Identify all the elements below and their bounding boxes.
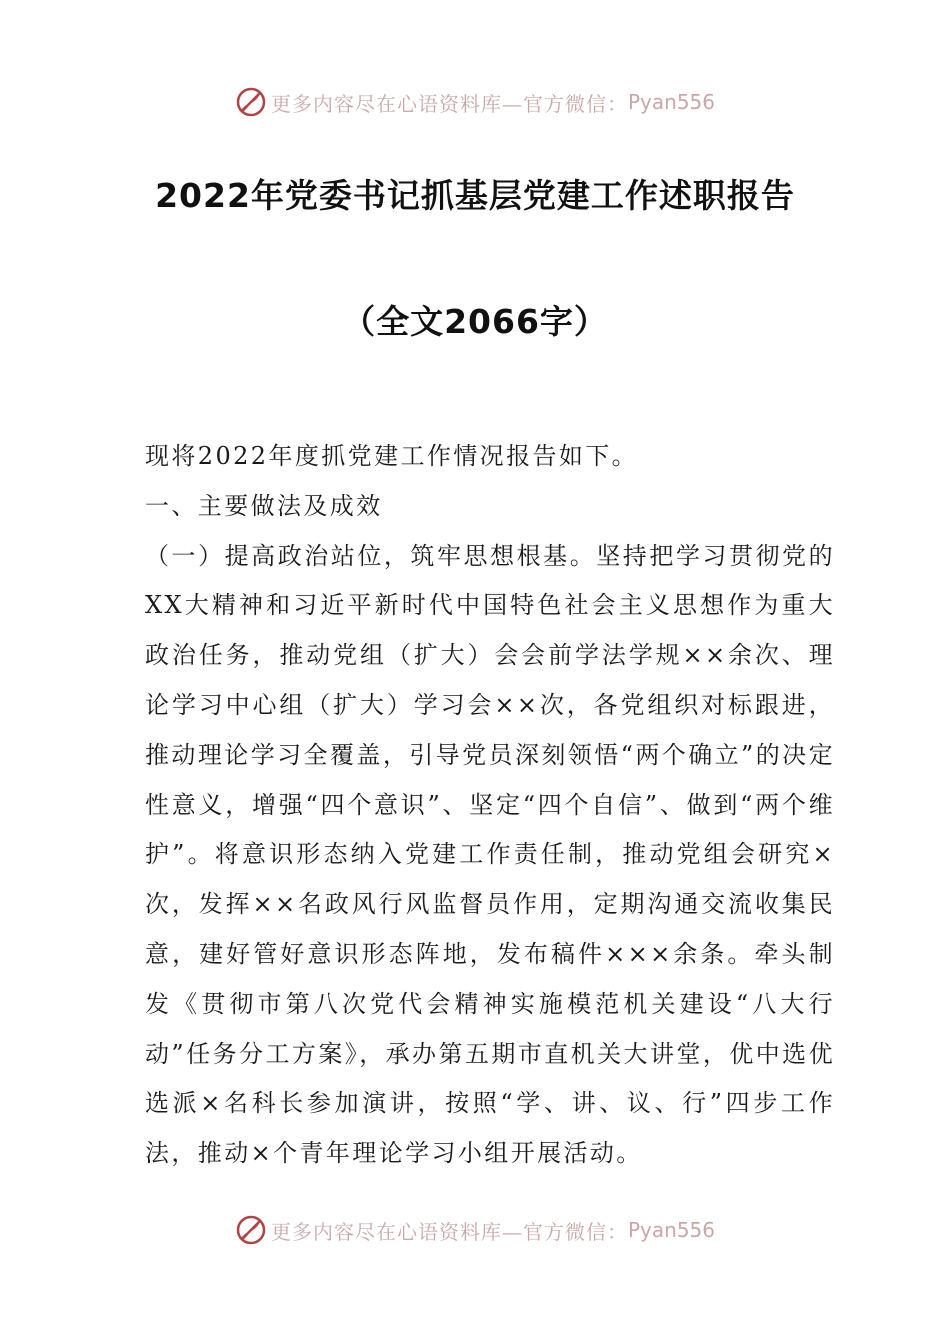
quill-logo-icon	[235, 86, 267, 118]
header-watermark	[0, 82, 950, 122]
document-subtitle: （全文2066字）	[342, 302, 608, 341]
watermark-site-text: 更多内容尽在心语资料库—官方微信：	[270, 1219, 628, 1244]
watermark-site-text: 更多内容尽在心语资料库—官方微信：	[270, 91, 628, 116]
body-paragraph: （一）提高政治站位，筑牢思想根基。坚持把学习贯彻党的XX大精神和习近平新时代中国特色社会主义思想作为重大政治任务，推动党组（扩大）会会前学法学规××余次、理论学习中心组（扩大）学习会××次，各党组织对标跟进，推动理论学习全覆盖，引导党员深刻领悟“两个确立”的决定性意义，增强“四个意识”、坚定“四个自信”、做到“两个维护”。将意识形态纳入党建工作责任制，推动党组会研究×次，发挥××名政风行风监督员作用，定期沟通交流收集民意，建好管好意识形态阵地，发布稿件×××余条。牵头制发《贯彻市第八次党代会精神实施模范机关建设“八大行动”任务分工方案》，承办第五期市直机关大讲堂，优中选优选派×名科长参加演讲，按照“学、讲、议、行”四步工作法，推动×个青年理论学习小组开展活动。	[145, 541, 835, 1168]
footer-watermark	[0, 1210, 950, 1250]
quill-logo-icon	[235, 1214, 267, 1246]
intro-paragraph: 现将2022年度抓党建工作情况报告如下。	[145, 442, 639, 470]
watermark-wechat-id: Pyan556	[627, 1218, 715, 1242]
watermark-wechat-id: Pyan556	[627, 90, 715, 114]
document-body	[145, 432, 835, 1179]
document-title: 2022年党委书记抓基层党建工作述职报告	[155, 176, 795, 215]
section-heading: 一、主要做法及成效	[145, 491, 383, 520]
